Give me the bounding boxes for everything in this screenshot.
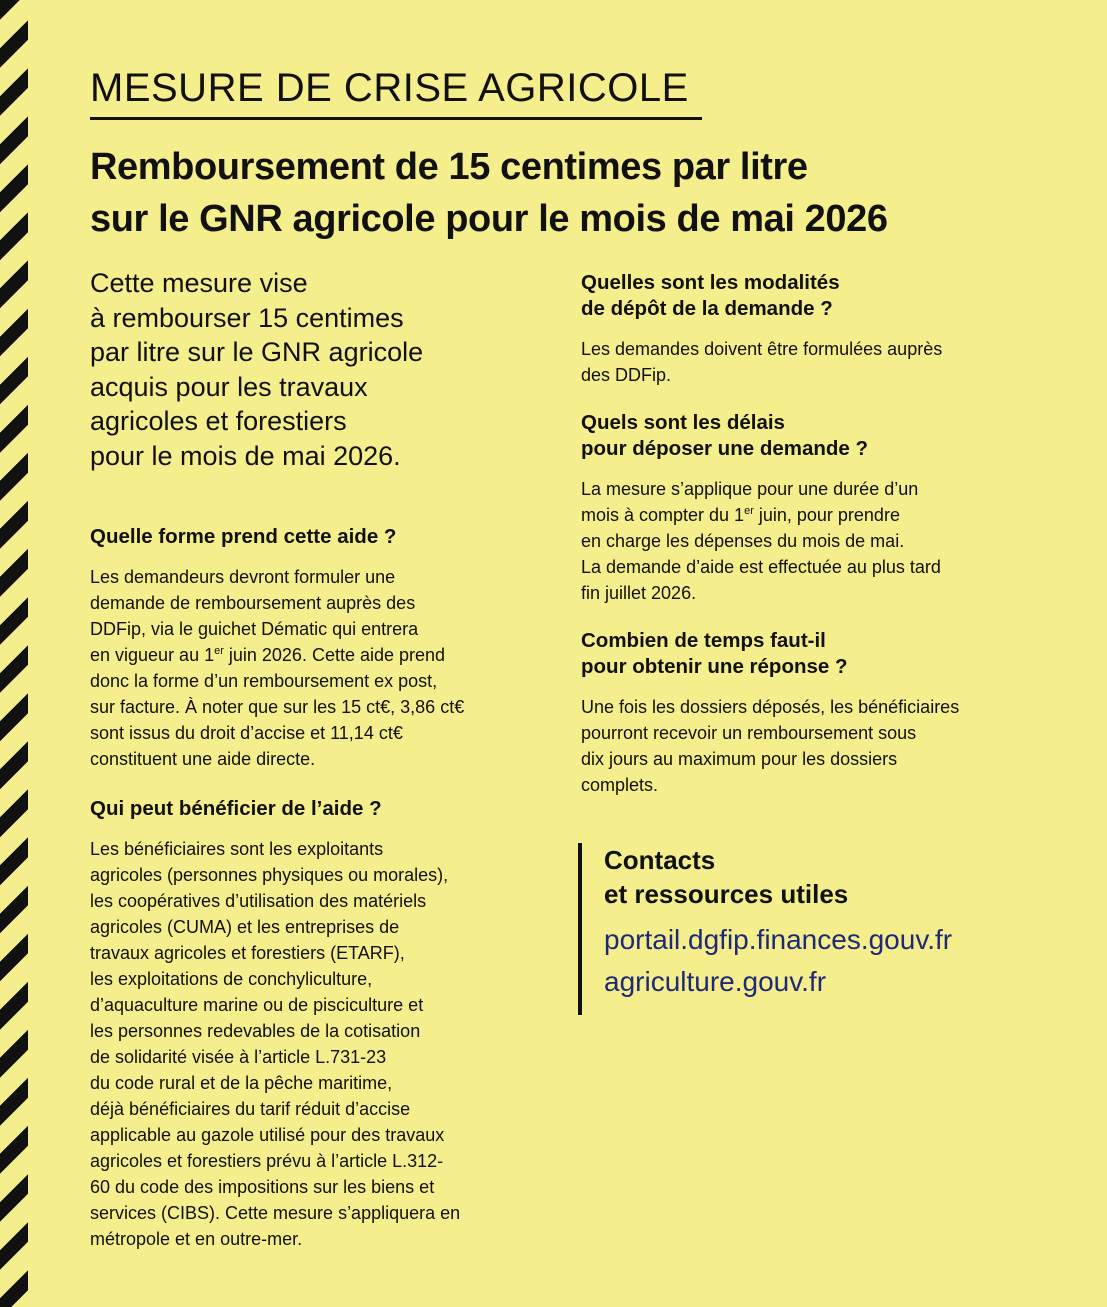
- intro-line: Cette mesure vise: [90, 268, 308, 298]
- question-aid-form: Quelle forme prend cette aide ?: [90, 525, 397, 548]
- intro-line: acquis pour les travaux: [90, 371, 368, 402]
- text-line: donc la forme d’un remboursement ex post,: [90, 671, 438, 691]
- text-line: demande de remboursement auprès des: [90, 593, 416, 613]
- intro-line: à rembourser 15 centimes: [90, 302, 404, 333]
- contacts-title: [604, 843, 1054, 911]
- question-line: Quels sont les délais: [581, 411, 785, 434]
- text-line: les personnes redevables de la cotisation: [90, 1021, 421, 1041]
- text-line: services (CIBS). Cette mesure s’appliquera en: [90, 1203, 461, 1223]
- left-column: [90, 266, 530, 1252]
- question-line: Quelles sont les modalités: [581, 271, 840, 294]
- hazard-stripe-border: [0, 0, 28, 1307]
- link-dgfip[interactable]: portail.dgfip.finances.gouv.fr: [604, 924, 953, 955]
- text-line: d’aquaculture marine ou de pisciculture et: [90, 995, 424, 1015]
- text-line: agricoles et forestiers prévu à l’article L.312-: [90, 1151, 444, 1171]
- answer-submission: [581, 336, 1051, 388]
- answer-deadlines: [581, 476, 1051, 606]
- text-line: les exploitations de conchyliculture,: [90, 969, 373, 989]
- text-line: La demande d’aide est effectuée au plus tard: [581, 557, 941, 577]
- headline-line-1: Remboursement de 15 centimes par litre: [90, 146, 808, 188]
- contacts-title-line: et ressources utiles: [604, 879, 849, 909]
- headline-line-2: sur le GNR agricole pour le mois de mai 2026: [90, 198, 888, 240]
- question-line: pour déposer une demande ?: [581, 437, 869, 460]
- text-line: constituent une aide directe.: [90, 749, 316, 769]
- superscript: er: [214, 645, 224, 657]
- text-line: en vigueur au 1: [90, 645, 215, 665]
- intro-paragraph: [90, 266, 490, 473]
- text-line: pourront recevoir un remboursement sous: [581, 723, 917, 743]
- question-eligibility: Qui peut bénéficier de l’aide ?: [90, 797, 382, 820]
- text-line: Les bénéficiaires sont les exploitants: [90, 839, 384, 859]
- question-submission: [581, 270, 1051, 322]
- text-line: du code rural et de la pêche maritime,: [90, 1073, 393, 1093]
- text-line: Une fois les dossiers déposés, les bénéficiaires: [581, 697, 960, 717]
- question-line: de dépôt de la demande ?: [581, 297, 833, 320]
- intro-line: pour le mois de mai 2026.: [90, 440, 401, 471]
- text-line: agricoles (personnes physiques ou morales),: [90, 865, 449, 885]
- kicker-title: MESURE DE CRISE AGRICOLE: [90, 66, 702, 120]
- text-line: complets.: [581, 775, 659, 795]
- text-line: métropole et en outre-mer.: [90, 1229, 303, 1249]
- contacts-box: [578, 843, 1054, 1015]
- text-line: La mesure s’applique pour une durée d’un: [581, 479, 919, 499]
- answer-response-time: [581, 694, 1051, 798]
- right-column: [581, 270, 1051, 798]
- link-agriculture[interactable]: agriculture.gouv.fr: [604, 966, 827, 997]
- text-line: les coopératives d’utilisation des matériels: [90, 891, 427, 911]
- question-response-time: [581, 628, 1051, 680]
- intro-line: agricoles et forestiers: [90, 406, 347, 436]
- question-deadlines: [581, 410, 1051, 462]
- text-line: dix jours au maximum pour les dossiers: [581, 749, 898, 769]
- question-line: pour obtenir une réponse ?: [581, 655, 848, 678]
- text-line: Les demandeurs devront formuler une: [90, 567, 396, 587]
- intro-line: par litre sur le GNR agricole: [90, 337, 424, 367]
- question-line: Combien de temps faut-il: [581, 629, 826, 652]
- text-line: agricoles (CUMA) et les entreprises de: [90, 917, 400, 937]
- text-line: sur facture. À noter que sur les 15 ct€, 3,86 ct€: [90, 697, 465, 717]
- answer-eligibility: [90, 836, 530, 1252]
- text-line: déjà bénéficiaires du tarif réduit d’accise: [90, 1099, 411, 1119]
- contacts-title-line: Contacts: [604, 845, 716, 875]
- text-line: de solidarité visée à l’article L.731-23: [90, 1047, 387, 1067]
- text-line: applicable au gazole utilisé pour des travaux: [90, 1125, 445, 1145]
- text-line: DDFip, via le guichet Dématic qui entrera: [90, 619, 419, 639]
- text-line: travaux agricoles et forestiers (ETARF),: [90, 943, 405, 963]
- text-line: des DDFip.: [581, 365, 672, 385]
- text-line: Les demandes doivent être formulées auprès: [581, 339, 943, 359]
- text-line: en charge les dépenses du mois de mai.: [581, 531, 905, 551]
- text-line: mois à compter du 1: [581, 505, 745, 525]
- headline: [90, 141, 1050, 245]
- text-line: 60 du code des impositions sur les biens et: [90, 1177, 435, 1197]
- superscript: er: [744, 505, 754, 517]
- text-line: juin, pour prendre: [753, 505, 900, 525]
- text-line: sont issus du droit d’accise et 11,14 ct€: [90, 723, 403, 743]
- text-line: juin 2026. Cette aide prend: [223, 645, 446, 665]
- text-line: fin juillet 2026.: [581, 583, 697, 603]
- answer-aid-form: [90, 564, 530, 772]
